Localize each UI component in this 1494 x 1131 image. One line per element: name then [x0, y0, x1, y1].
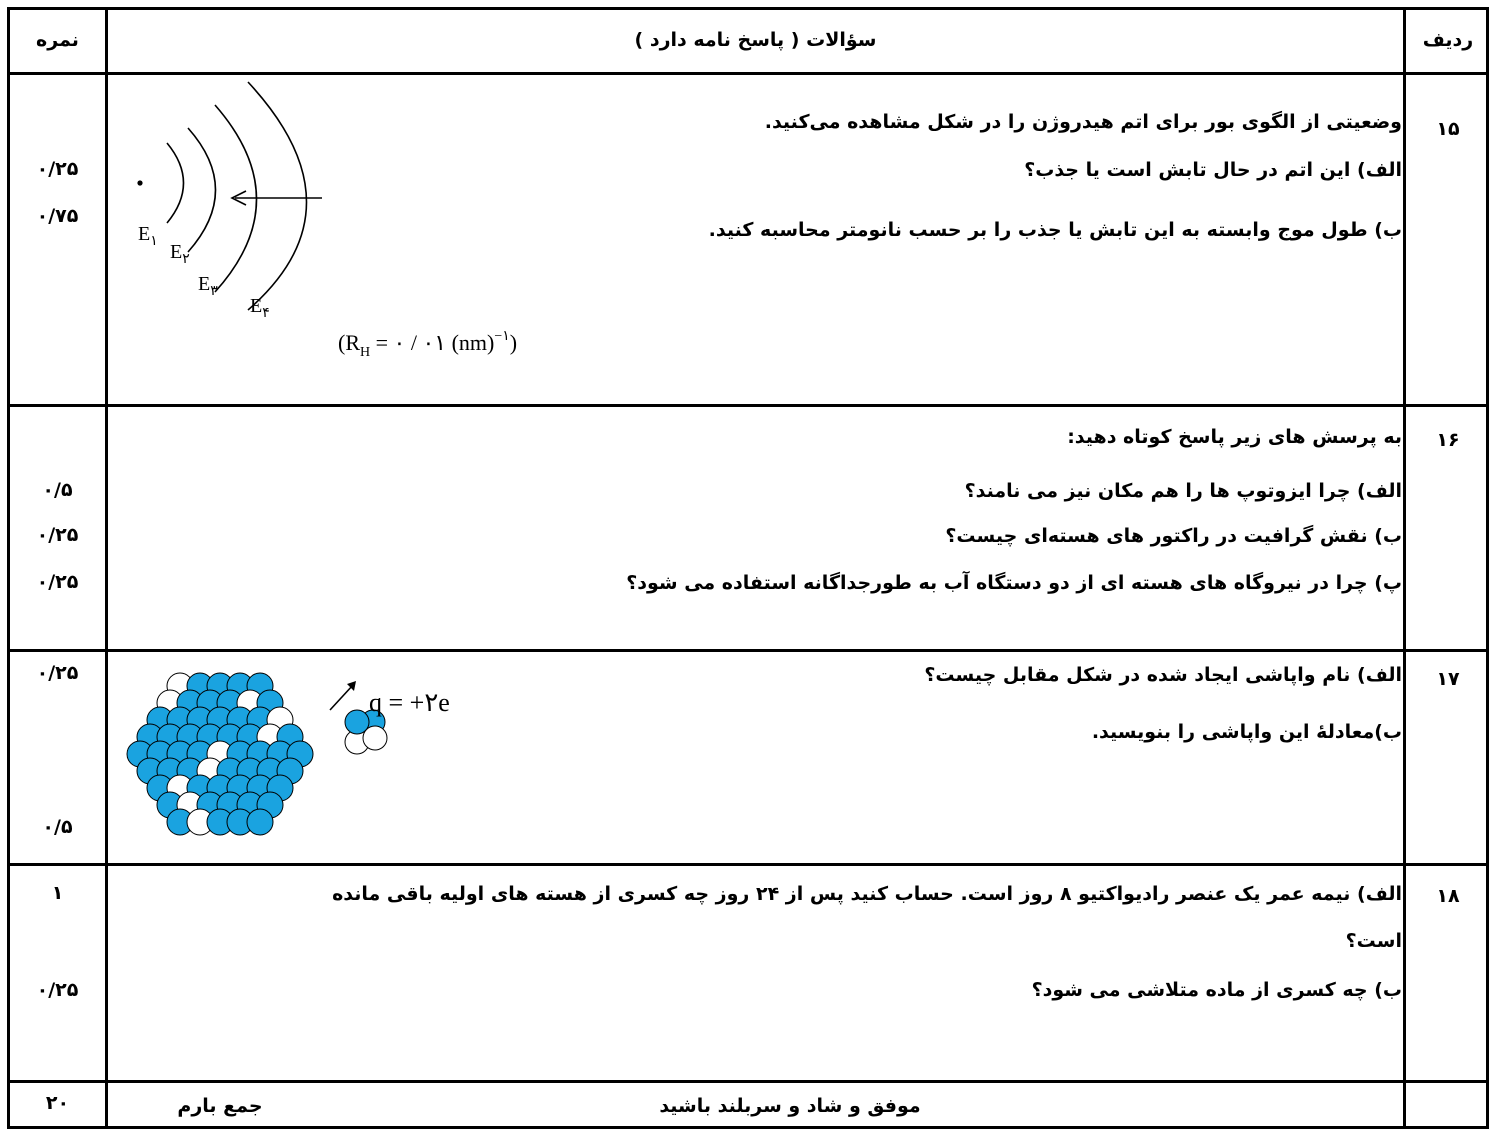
row16-divider	[7, 649, 1489, 652]
nucleus-dot	[137, 180, 142, 185]
label-e2: $E_۲$	[170, 241, 190, 267]
table-border-bottom	[7, 1126, 1489, 1129]
closing-wish: موفق و شاد و سربلند باشید	[659, 1095, 921, 1117]
bohr-model-diagram	[110, 80, 610, 380]
total-label: جمع بارم	[177, 1095, 263, 1117]
header-row: ردیف	[1422, 29, 1474, 51]
q15-score-b: ۰/۷۵	[36, 205, 79, 227]
q17-number: ۱۷	[1436, 668, 1460, 690]
alpha-decay-diagram	[125, 654, 505, 859]
row15-divider	[7, 404, 1489, 407]
q16-line0: به پرسش های زیر پاسخ کوتاه دهید:	[1067, 426, 1402, 448]
q15-number: ۱۵	[1436, 118, 1460, 140]
q16-line3: پ) چرا در نیروگاه های هسته ای از دو دستگاه آب به طورجداگانه استفاده می شود؟	[626, 572, 1402, 594]
q18-line2: ب) چه کسری از ماده متلاشی می شود؟	[1031, 979, 1402, 1001]
q17-score-a: ۰/۲۵	[36, 662, 79, 684]
charge-label: q = +۲e	[369, 688, 450, 717]
row-column-divider	[1403, 7, 1406, 1129]
rydberg-formula: ($R_H$ = ۰ / ۰۱ (nm)$^{-۱}$)	[338, 329, 518, 360]
row17-divider	[7, 863, 1489, 866]
header-divider	[7, 72, 1489, 75]
table-border-right	[1486, 7, 1489, 1129]
alpha-neutron	[363, 726, 387, 750]
row18-divider	[7, 1080, 1489, 1083]
label-e3: $E_۳$	[198, 273, 218, 299]
header-score: نمره	[36, 29, 79, 51]
q16-score-b: ۰/۲۵	[36, 524, 79, 546]
q18-score-b: ۰/۲۵	[36, 979, 79, 1001]
q15-line3: ب) طول موج وابسته به این تابش یا جذب را بر حسب نانومتر محاسبه کنید.	[708, 219, 1402, 241]
q15-line1: وضعیتی از الگوی بور برای اتم هیدروژن را در شکل مشاهده می‌کنید.	[764, 111, 1402, 133]
label-e4: $E_۴$	[250, 295, 270, 321]
header-questions: سؤالات ( پاسخ نامه دارد )	[634, 29, 877, 51]
q18-line1: الف) نیمه عمر یک عنصر رادیواکتیو ۸ روز است. حساب کنید پس از ۲۴ روز چه کسری از هسته های اولیه باقی مانده	[332, 883, 1402, 905]
q18-number: ۱۸	[1436, 885, 1460, 907]
proton	[247, 809, 273, 835]
q16-line1: الف) چرا ایزوتوپ ها را هم مکان نیز می نامند؟	[964, 480, 1402, 502]
score-column-divider	[105, 7, 108, 1129]
label-e1: $E_۱$	[138, 223, 158, 249]
emission-arrow-shaft	[330, 685, 353, 710]
q18-score-a: ۱	[51, 882, 64, 904]
q16-number: ۱۶	[1436, 429, 1460, 451]
q17-score-b: ۰/۵	[42, 816, 73, 838]
q16-score-c: ۰/۲۵	[36, 571, 79, 593]
table-border-top	[7, 7, 1489, 10]
q17-line1: الف) نام واپاشی ایجاد شده در شکل مقابل چیست؟	[924, 664, 1402, 686]
orbit-e1	[167, 143, 184, 223]
q16-line2: ب) نقش گرافیت در راکتور های هسته‌ای چیست؟	[945, 525, 1402, 547]
q15-score-a: ۰/۲۵	[36, 158, 79, 180]
orbit-e2	[188, 128, 216, 252]
q18-line1b: است؟	[1345, 930, 1402, 952]
q15-line2: الف) این اتم در حال تابش است یا جذب؟	[1024, 159, 1402, 181]
nucleus	[127, 673, 313, 835]
q17-line2: ب)معادلهٔ این واپاشی را بنویسید.	[1091, 721, 1402, 743]
total-score: ۲۰	[45, 1092, 70, 1114]
q16-score-a: ۰/۵	[42, 479, 73, 501]
